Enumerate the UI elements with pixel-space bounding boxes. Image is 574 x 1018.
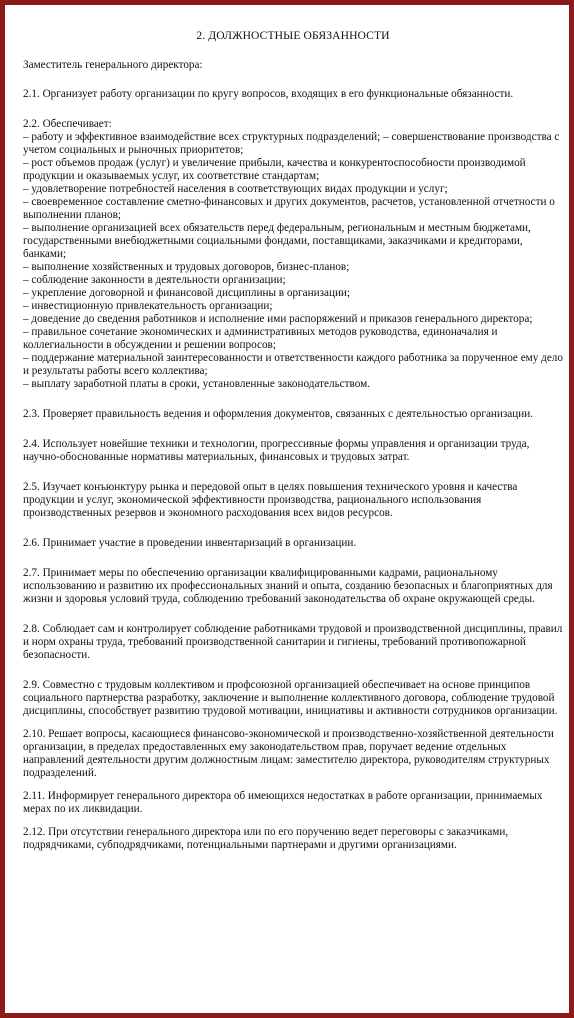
list-item: – соблюдение законности в деятельности организации; xyxy=(23,274,286,286)
section-title: 2. ДОЛЖНОСТНЫЕ ОБЯЗАННОСТИ xyxy=(196,29,390,42)
paragraph-2-2-head: 2.2. Обеспечивает: xyxy=(23,118,112,130)
paragraph-2-10: 2.10. Решает вопросы, касающиеся финансово-экономической и производственно-хозяйственной деятельности организации, в пределах предоставленных ему законодательством прав, поручает ведение отдельных направлений деятельности другим должностным лицам: заместителю директора, руководителям структурных подразделений. xyxy=(23,728,554,779)
paragraph-2-8: 2.8. Соблюдает сам и контролирует соблюдение работниками трудовой и производственной дисциплины, правил и норм охраны труда, требований производственной санитарии и гигиены, требований противопожарной безопасности. xyxy=(23,623,563,661)
list-item: – укрепление договорной и финансовой дисциплины в организации; xyxy=(23,287,351,299)
paragraph-2-4: 2.4. Использует новейшие техники и технологии, прогрессивные формы управления и организации труда, научно-обоснованные нормативы материальных, финансовых и трудовых затрат. xyxy=(23,438,530,463)
paragraph-2-2 xyxy=(23,118,563,391)
paragraph-2-6: 2.6. Принимает участие в проведении инвентаризаций в организации. xyxy=(23,537,357,549)
paragraph-2-12: 2.12. При отсутствии генерального директора или по его поручению ведет переговоры с заказчиками, подрядчиками, субподрядчиками, потенциальными партнерами и другими организациями. xyxy=(23,826,509,851)
paragraph-2-5: 2.5. Изучает конъюнктуру рынка и передовой опыт в целях повышения технического уровня и качества продукции и услуг, экономической эффективности производства, рационального использования производственных резервов и экономного расходования всех видов ресурсов. xyxy=(23,481,518,519)
paragraph-2-11: 2.11. Информирует генерального директора об имеющихся недостатках в работе организации, принимаемых мерах по их ликвидации. xyxy=(23,790,543,815)
list-item: – удовлетворение потребностей населения в соответствующих видах продукции и услуг; xyxy=(23,183,448,195)
list-item: – правильное сочетание экономических и административных методов руководства, единоначалия и коллегиальности в обсуждении и решении вопросов; xyxy=(23,326,498,351)
paragraph-2-1: 2.1. Организует работу организации по кругу вопросов, входящих в его функциональные обязанности. xyxy=(23,88,514,100)
list-item: – доведение до сведения работников и исполнение ими распоряжений и приказов генерального директора; xyxy=(23,313,533,325)
paragraph-2-7: 2.7. Принимает меры по обеспечению организации квалифицированными кадрами, рациональному использованию и развитию их профессиональных знаний и опыта, созданию безопасных и благоприятных для жизни и здоровья условий труда, соблюдению требований законодательства об охране окружающей среды. xyxy=(23,567,553,605)
list-item: – рост объемов продаж (услуг) и увеличение прибыли, качества и конкурентоспособности производимой продукции и оказываемых услуг, их соответствие стандартам; xyxy=(23,157,526,182)
list-item: – выплату заработной платы в сроки, установленные законодательством. xyxy=(23,378,370,390)
list-item: – своевременное составление сметно-финансовых и других документов, расчетов, установленной отчетности о выполнении планов; xyxy=(23,196,555,221)
list-item: – выполнение хозяйственных и трудовых договоров, бизнес-планов; xyxy=(23,261,350,273)
paragraph-2-3: 2.3. Проверяет правильность ведения и оформления документов, связанных с деятельностью организации. xyxy=(23,408,534,420)
list-item: – работу и эффективное взаимодействие всех структурных подразделений; – совершенствование производства с учетом социальных и рыночных приоритетов; xyxy=(23,131,560,156)
document-body xyxy=(23,29,563,869)
list-item: – выполнение организацией всех обязательств перед федеральным, региональным и местным бюджетами, государственными внебюджетными социальными фондами, поставщиками, заказчиками и кредиторами, банками; xyxy=(23,222,531,260)
list-item: – инвестиционную привлекательность организации; xyxy=(23,300,273,312)
paragraph-2-9: 2.9. Совместно с трудовым коллективом и профсоюзной организацией обеспечивает на основе принципов социального партнерства разработку, заключение и выполнение коллективного договора, соблюдение трудовой дисциплины, способствует развитию трудовой мотивации, инициативы и активности сотрудников организации. xyxy=(23,679,558,717)
intro-line: Заместитель генерального директора: xyxy=(23,59,203,71)
list-item: – поддержание материальной заинтересованности и ответственности каждого работника за порученное ему дело и результаты работы всего коллектива; xyxy=(23,352,563,377)
